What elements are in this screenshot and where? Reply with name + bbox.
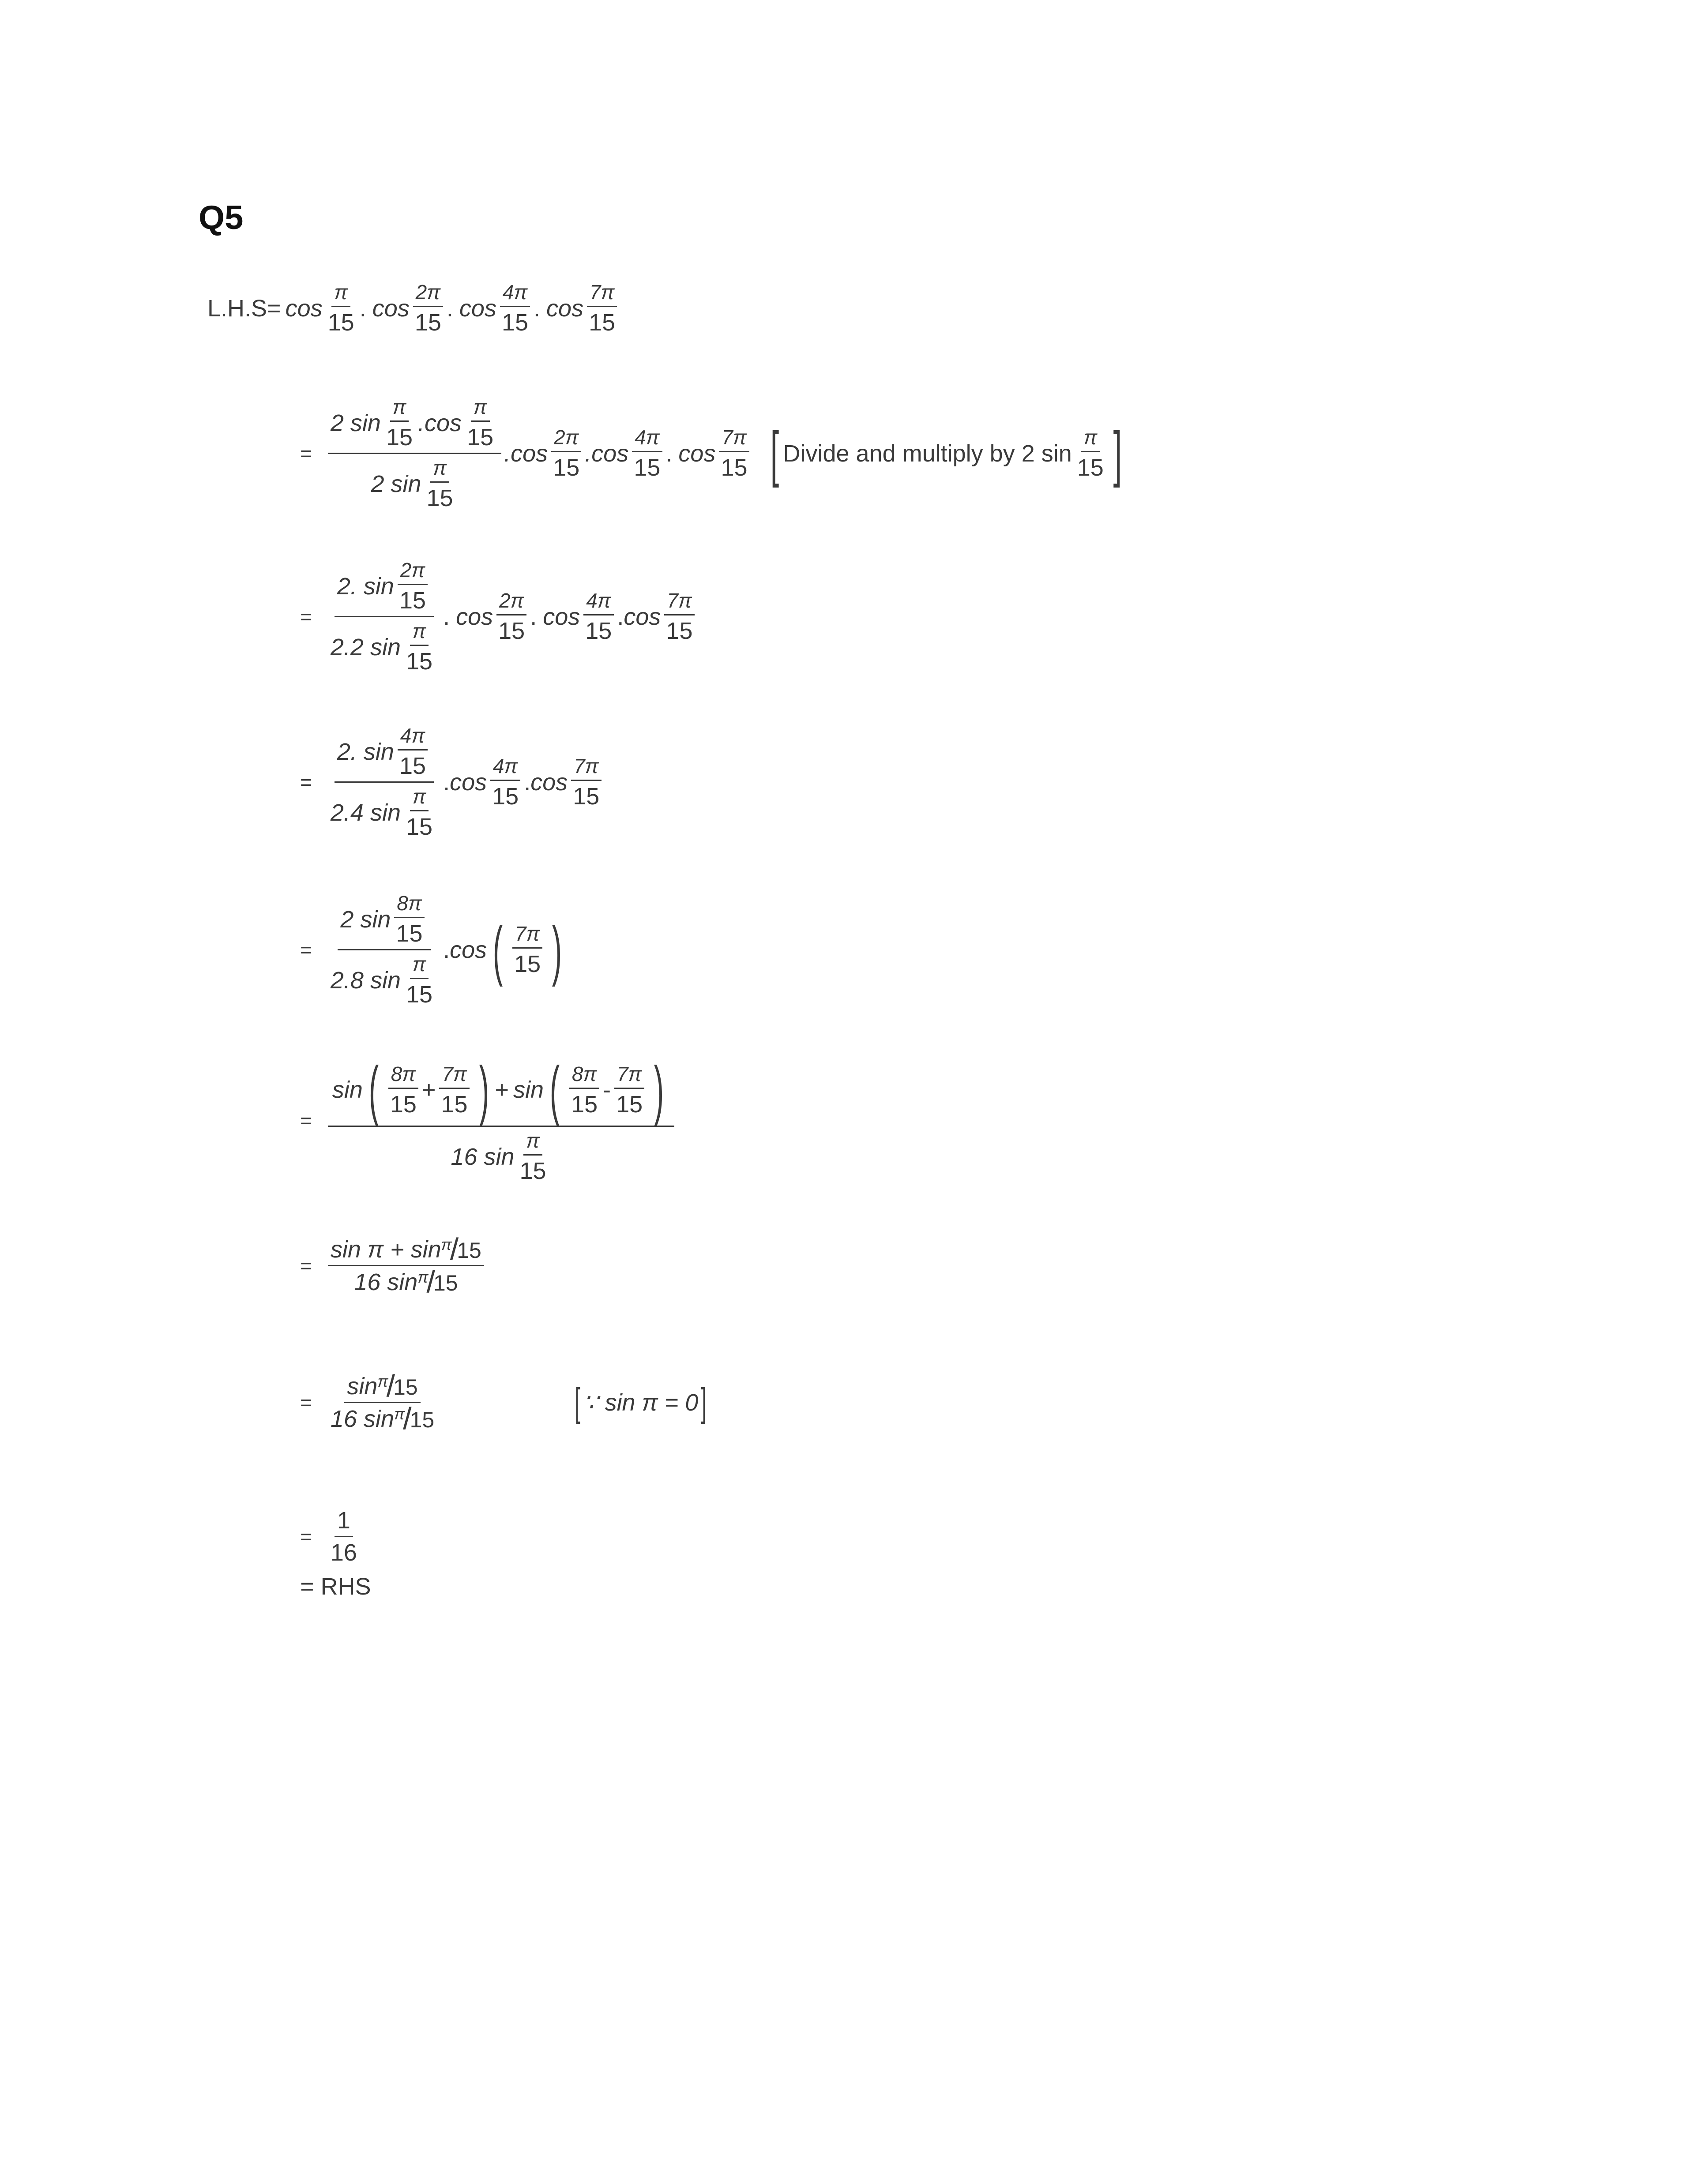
fraction: $\frac{4\pi}{15}$	[489, 754, 521, 810]
fraction: $\frac{4\pi}{15}$	[583, 589, 614, 645]
fraction: $\frac{7\pi}{15}$	[663, 589, 695, 645]
question-label: Q5	[199, 199, 244, 236]
step-reason: ∵ sin π = 0	[583, 1389, 699, 1416]
lhs-label: L.H.S=	[207, 295, 281, 322]
fraction: sin π / 15 16 sin π / 15	[330, 1369, 435, 1436]
fraction: sin π + sin π / 15 16 sin π / 15	[328, 1235, 484, 1296]
solution-line-3: = 2. sin $\frac{2\pi}{15}$ 2.2 sin $\frac{\pi}{15}$ . cos $\frac{2\pi}{15}$ . cos $\frac{4\pi}{15}$ . cos $\frac{7\pi}{15}$	[300, 558, 698, 675]
solution-line-8: = sin π / 15 16 sin π / 15 [ ∵ sin π = 0 ]	[300, 1369, 707, 1436]
solution-line-lhs: L.H.S= cos $\frac{\pi}{15}$ . cos $\frac{2\pi}{15}$ . cos $\frac{4\pi}{15}$ . cos $\frac{7\pi}{15}$	[207, 280, 620, 336]
fraction: $\frac{2\pi}{15}$	[550, 425, 582, 481]
solution-line-5: = 2 sin $\frac{8\pi}{15}$ 2.8 sin $\frac{\pi}{15}$ . cos ( $\frac{7\pi}{15}$ )	[300, 892, 562, 1008]
solution-line-6: = sin ( $\frac{8\pi}{15}$ + $\frac{7\pi}{15}$ ) + sin ( $\frac{8\pi}{15}$ - $\frac{7\pi}{15}$ ) 16 sin $\frac{\pi}{15}$	[300, 1057, 677, 1185]
fraction: $\frac{2\pi}{15}$	[412, 280, 444, 336]
solution-line-2: = 2 sin $\frac{\pi}{15}$ .cos $\frac{\pi}{15}$ 2 sin $\frac{\pi}{15}$ .cos $\frac{2\pi}{15}$ .cos $\frac{4\pi}{15}$ . cos $\frac{7\pi}{15}$ [ Divide and multiply by 2 sin $\frac{\pi}{15}$ ]	[300, 395, 1122, 511]
fraction: 2. sin $\frac{2\pi}{15}$ 2.2 sin $\frac{\pi}{15}$	[328, 558, 440, 675]
fraction: sin ( $\frac{8\pi}{15}$ + $\frac{7\pi}{15}$ ) + sin ( $\frac{8\pi}{15}$ - $\frac{7\pi}{15}$ ) 16 sin $\frac{\pi}{15}$	[328, 1057, 674, 1185]
solution-line-7: = sin π + sin π / 15 16 sin π / 15	[300, 1235, 487, 1296]
fraction: $\frac{7\pi}{15}$	[586, 280, 618, 336]
fraction: 2. sin $\frac{4\pi}{15}$ 2.4 sin $\frac{\pi}{15}$	[328, 724, 440, 841]
solution-line-4: = 2. sin $\frac{4\pi}{15}$ 2.4 sin $\frac{\pi}{15}$ . cos $\frac{4\pi}{15}$ . cos $\frac{7\pi}{15}$	[300, 724, 605, 841]
fraction: $\frac{7\pi}{15}$	[511, 922, 543, 978]
fraction: 2 sin $\frac{8\pi}{15}$ 2.8 sin $\frac{\pi}{15}$	[330, 892, 433, 1008]
cos-text: cos	[285, 295, 323, 322]
fraction: $\frac{4\pi}{15}$	[631, 425, 663, 481]
fraction: $\frac{4\pi}{15}$	[499, 280, 531, 336]
fraction: 2 sin $\frac{\pi}{15}$ .cos $\frac{\pi}{15}$ 2 sin $\frac{\pi}{15}$	[328, 395, 501, 512]
fraction: $\frac{7\pi}{15}$	[718, 425, 750, 481]
fraction: $\frac{1}{16}$	[330, 1507, 357, 1566]
solution-line-9: = $\frac{1}{16}$	[300, 1507, 362, 1566]
solution-line-rhs: = RHS	[300, 1573, 371, 1600]
fraction: $\frac{\pi}{15}$	[327, 281, 354, 336]
fraction: $\frac{\pi}{15}$	[1077, 426, 1104, 481]
fraction: $\frac{7\pi}{15}$	[570, 754, 602, 810]
fraction: $\frac{2\pi}{15}$	[496, 589, 527, 645]
step-note: Divide and multiply by 2 sin	[783, 440, 1072, 467]
